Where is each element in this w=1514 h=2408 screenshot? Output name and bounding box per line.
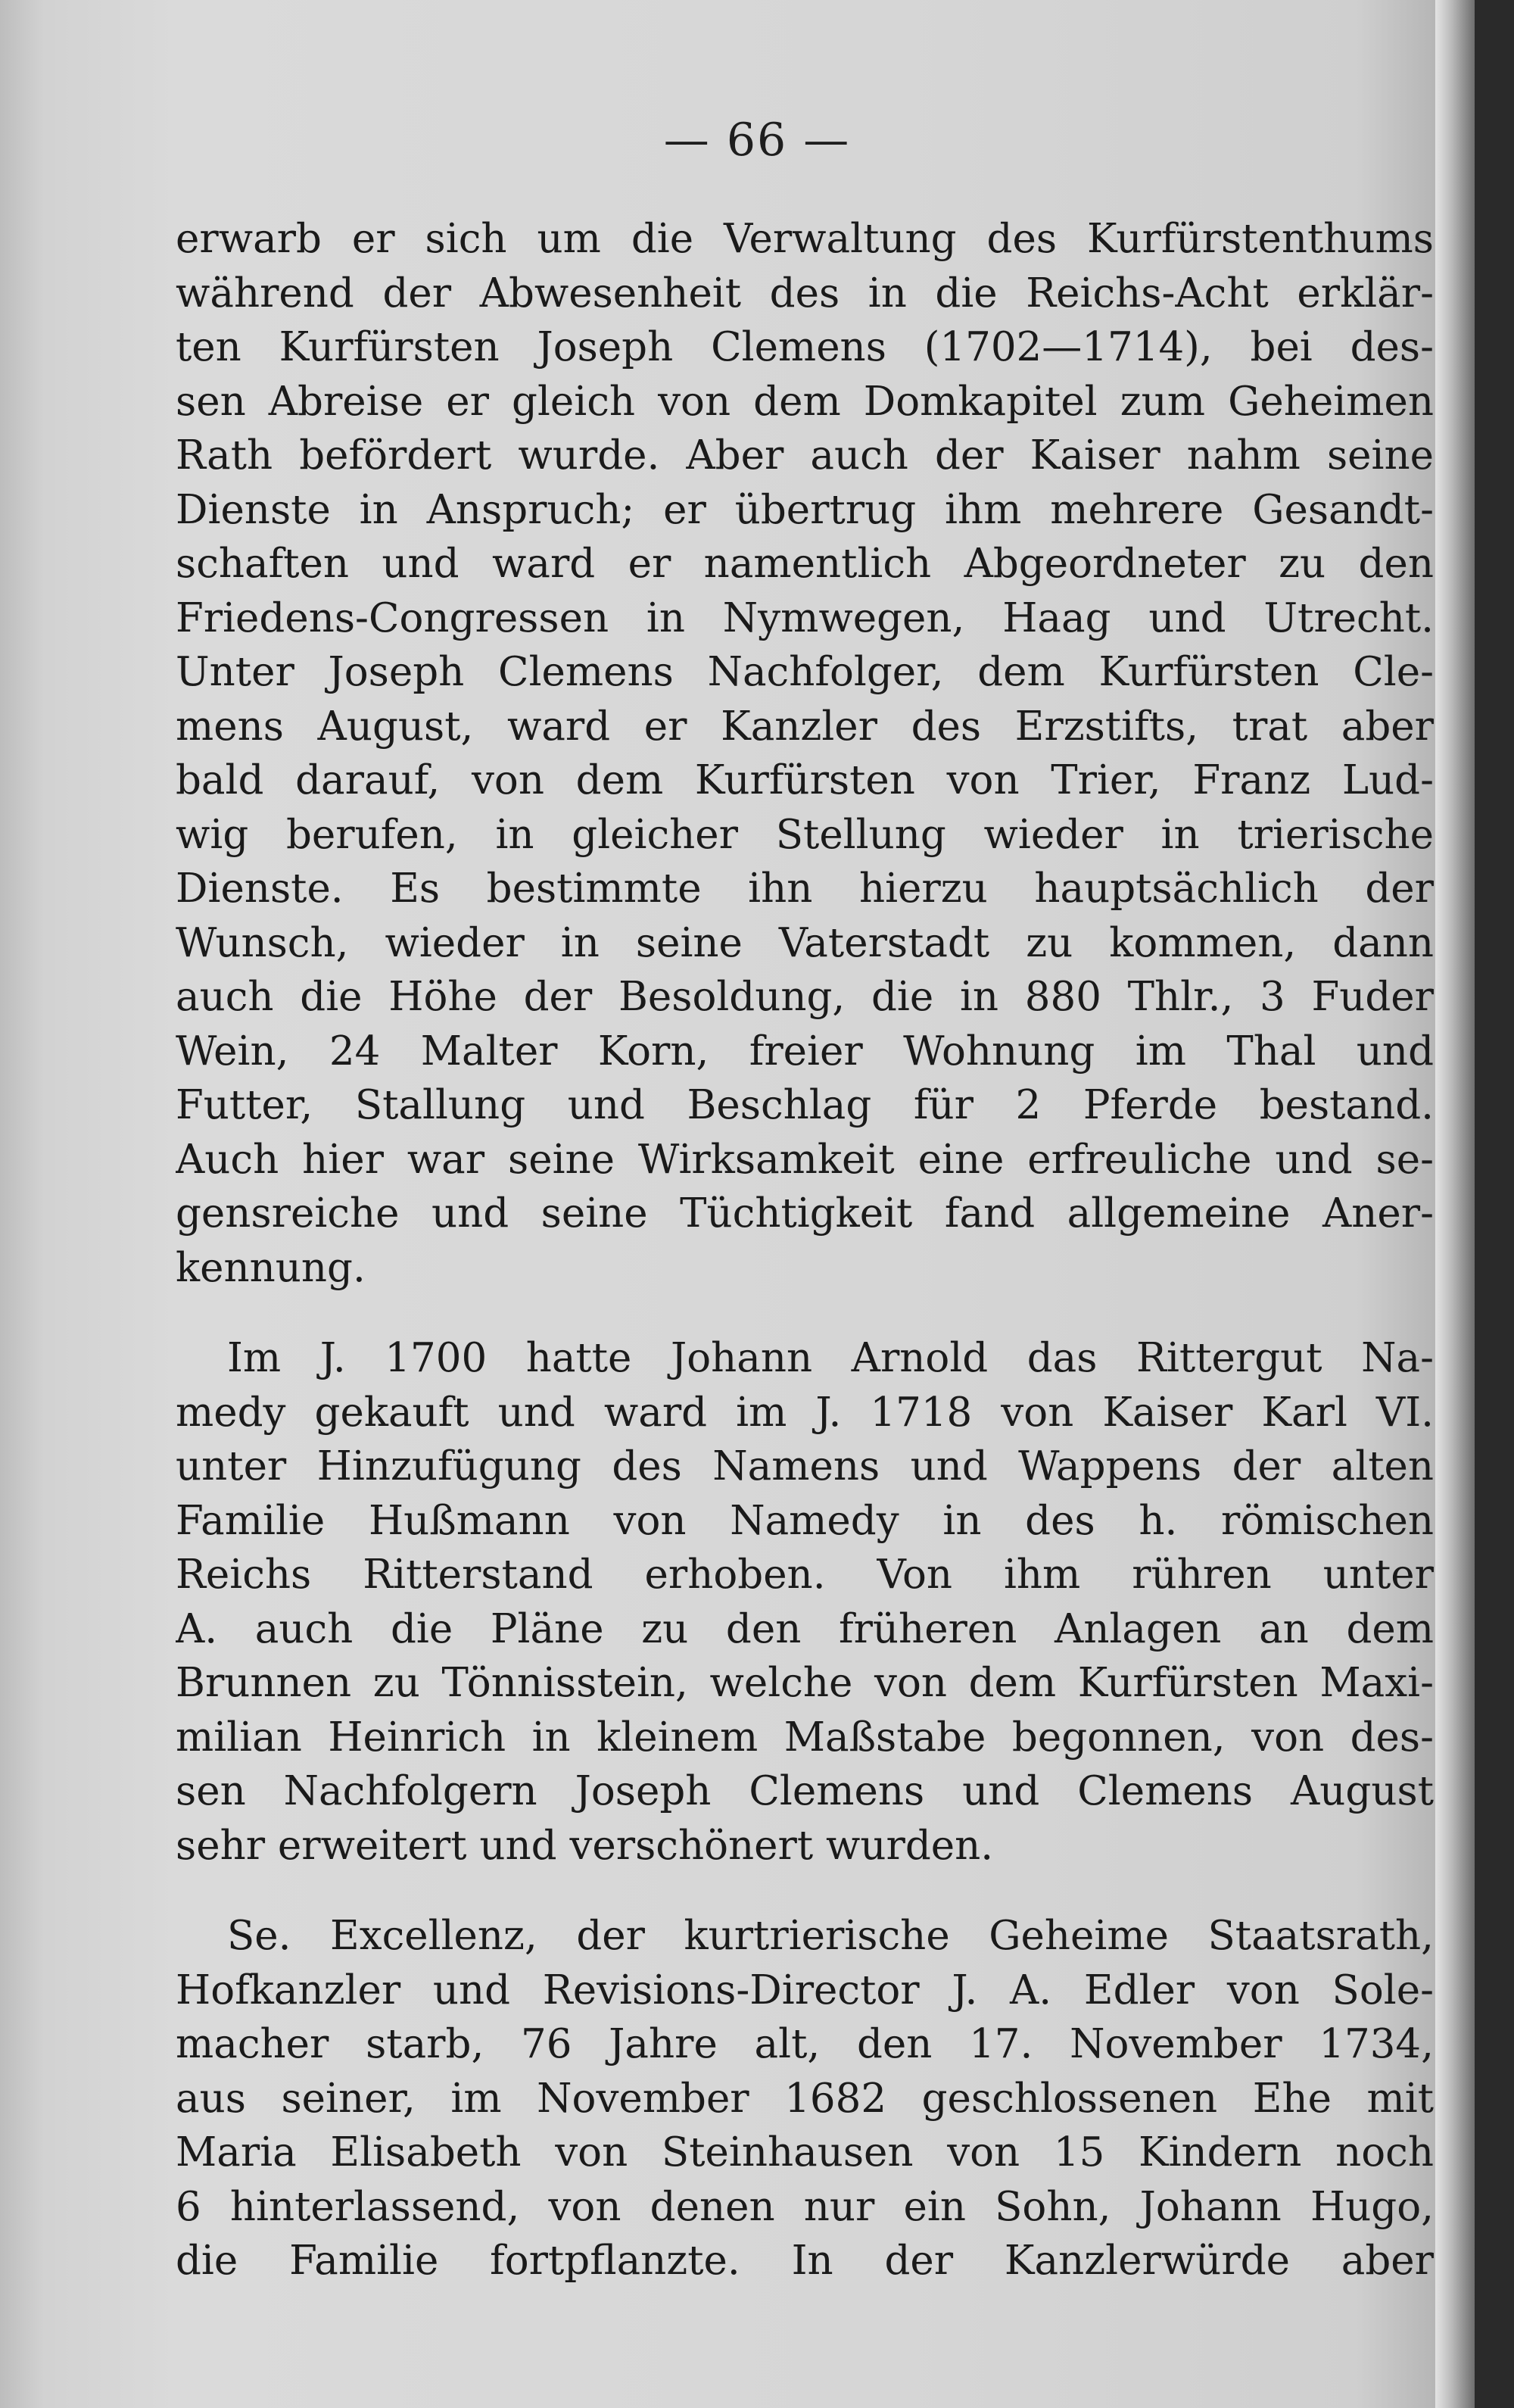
text-line: Auch hier war seine Wirksamkeit eine erfreuliche und se- [176, 1136, 1434, 1183]
text-line: kennung. [176, 1244, 366, 1291]
text-line: Se. Excellenz, der kurtrierische Geheime Staatsrath, [227, 1913, 1434, 1959]
text-line: auch die Höhe der Besoldung, die in 880 Thlr., 3 Fuder [176, 974, 1434, 1020]
text-line: Dienste in Anspruch; er übertrug ihm mehrere Gesandt- [176, 486, 1434, 533]
paragraph-2 [176, 1331, 1434, 1873]
body-text [176, 212, 1434, 2325]
text-line: Hofkanzler und Revisions-Director J. A. Edler von Sole- [176, 1967, 1434, 2013]
text-line: Brunnen zu Tönnisstein, welche von dem Kurfürsten Maxi- [176, 1660, 1434, 1706]
text-line: Maria Elisabeth von Steinhausen von 15 Kindern noch [176, 2129, 1434, 2176]
text-line: aus seiner, im November 1682 geschlossenen Ehe mit [176, 2075, 1434, 2122]
text-line: gensreiche und seine Tüchtigkeit fand allgemeine Aner- [176, 1190, 1434, 1237]
text-line: Rath befördert wurde. Aber auch der Kaiser nahm seine [176, 432, 1434, 479]
text-line: sen Abreise er gleich von dem Domkapitel zum Geheimen [176, 378, 1434, 425]
text-line: während der Abwesenheit des in die Reichs-Acht erklär- [176, 270, 1434, 317]
text-line: macher starb, 76 Jahre alt, den 17. November 1734, [176, 2021, 1434, 2067]
text-line: Wein, 24 Malter Korn, freier Wohnung im Thal und [176, 1028, 1434, 1075]
page-number-header: — 66 — [663, 114, 851, 167]
paragraph-1 [176, 212, 1434, 1295]
text-line: 6 hinterlassend, von denen nur ein Sohn, Johann Hugo, [176, 2183, 1434, 2230]
text-line: Wunsch, wieder in seine Vaterstadt zu kommen, dann [176, 919, 1434, 966]
text-line: Familie Hußmann von Namedy in des h. römischen [176, 1497, 1434, 1544]
text-line: ten Kurfürsten Joseph Clemens (1702—1714), bei des- [176, 324, 1434, 370]
text-line: Im J. 1700 hatte Johann Arnold das Rittergut Na- [227, 1335, 1434, 1381]
text-line: unter Hinzufügung des Namens und Wappens der alten [176, 1443, 1434, 1489]
text-line: schaften und ward er namentlich Abgeordneter zu den [176, 541, 1434, 587]
text-line: die Familie fortpflanzte. In der Kanzlerwürde aber [176, 2238, 1434, 2284]
text-line: wig berufen, in gleicher Stellung wieder in trierische [176, 811, 1434, 858]
text-line: bald darauf, von dem Kurfürsten von Trier, Franz Lud- [176, 757, 1434, 803]
text-line: milian Heinrich in kleinem Maßstabe begonnen, von des- [176, 1714, 1434, 1761]
page-gutter [1435, 0, 1475, 2408]
text-line: Futter, Stallung und Beschlag für 2 Pferde bestand. [176, 1082, 1434, 1128]
text-line: Unter Joseph Clemens Nachfolger, dem Kurfürsten Cle- [176, 649, 1434, 695]
text-line: medy gekauft und ward im J. 1718 von Kaiser Karl VI. [176, 1389, 1434, 1436]
text-line: sen Nachfolgern Joseph Clemens und Clemens August [176, 1768, 1434, 1814]
text-line: A. auch die Pläne zu den früheren Anlagen an dem [176, 1605, 1434, 1652]
text-line: sehr erweitert und verschönert wurden. [176, 1822, 994, 1869]
text-line: Friedens-Congressen in Nymwegen, Haag und Utrecht. [176, 594, 1434, 641]
paragraph-3 [176, 1909, 1434, 2288]
text-line: mens August, ward er Kanzler des Erzstifts, trat aber [176, 703, 1434, 750]
text-line: erwarb er sich um die Verwaltung des Kurfürstenthums [176, 216, 1434, 262]
text-line: Dienste. Es bestimmte ihn hierzu hauptsächlich der [176, 866, 1434, 912]
text-line: Reichs Ritterstand erhoben. Von ihm rühren unter [176, 1552, 1434, 1598]
